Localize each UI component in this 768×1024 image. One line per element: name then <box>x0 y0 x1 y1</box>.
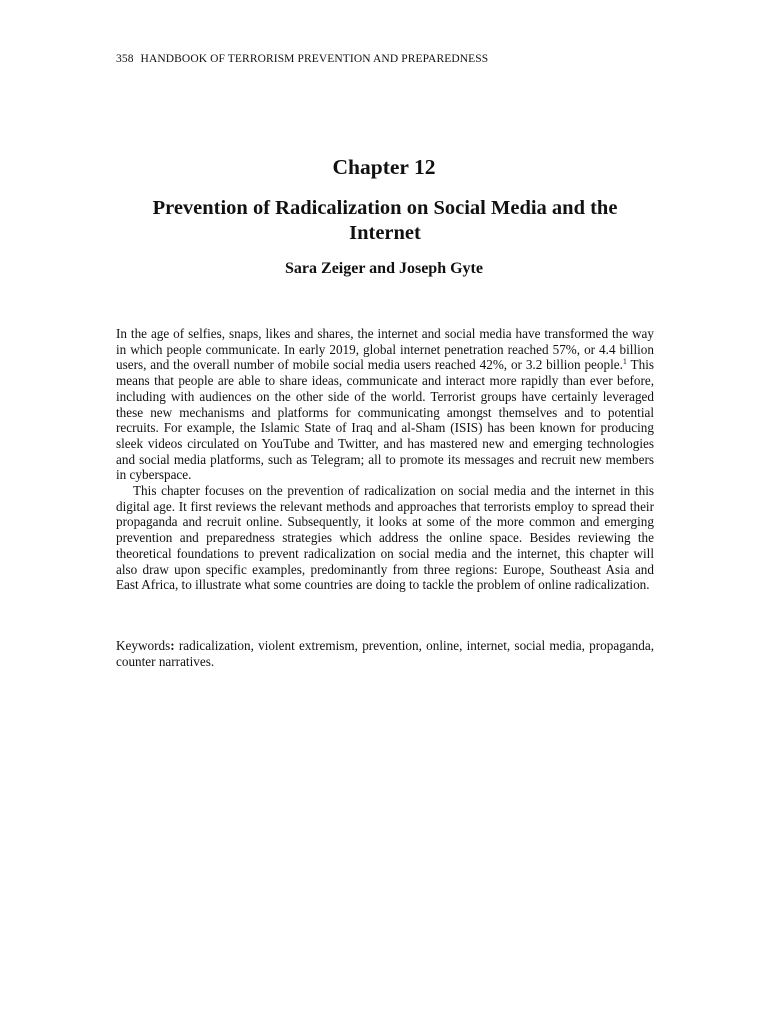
footnote-reference[interactable]: 1 <box>622 357 627 367</box>
keywords-line <box>116 638 654 669</box>
keywords-list: radicalization, violent extremism, prevention, online, internet, social media, propaganda, counter narratives. <box>116 638 654 669</box>
chapter-authors: Sara Zeiger and Joseph Gyte <box>285 260 483 277</box>
abstract-paragraph-1 <box>116 326 654 483</box>
abstract-body <box>116 326 654 593</box>
running-title: HANDBOOK OF TERRORISM PREVENTION AND PREPAREDNESS <box>140 53 489 65</box>
keywords-label: Keywords <box>116 638 171 653</box>
abstract-paragraph-2: This chapter focuses on the prevention of radicalization on social media and the internet in this digital age. It first reviews the relevant methods and approaches that terrorists employ to spread their propaganda and recruit online. Subsequently, it looks at some of the more common and emerging prevention and preparedness strategies which address the online space. Besides reviewing the theoretical foundations to prevent radicalization on social media and the internet, this chapter will also draw upon specific examples, predominantly from three regions: Europe, Southeast Asia and East Africa, to illustrate what some countries are doing to tackle the problem of online radicalization. <box>116 483 654 593</box>
chapter-label: Chapter 12 <box>332 155 436 179</box>
running-header <box>116 53 488 65</box>
keywords-colon: : <box>170 638 175 653</box>
paragraph-1-text-b: This means that people are able to share ideas, communicate and interact more rapidly than ever before, including with audiences on the other side of the world. Terrorist groups have certainly leveraged these new mechanisms and platforms for communicating amongst themselves and to potential recruits. For example, the Islamic State of Iraq and al-Sham (ISIS) has been known for producing sleek videos circulated on YouTube and Twitter, and has mastered new and emerging technologies and social media platforms, such as Telegram; all to promote its messages and recruit new members in cyberspace. <box>116 357 654 483</box>
chapter-title: Prevention of Radicalization on Social Media and the Internet <box>152 197 618 244</box>
page-number: 358 <box>116 53 134 65</box>
paragraph-1-text-a: In the age of selfies, snaps, likes and shares, the internet and social media have transformed the way in which people communicate. In early 2019, global internet penetration reached 57%, or 4.4 billion users, and the overall number of mobile social media users reached 42%, or 3.2 billion people. <box>116 326 654 373</box>
